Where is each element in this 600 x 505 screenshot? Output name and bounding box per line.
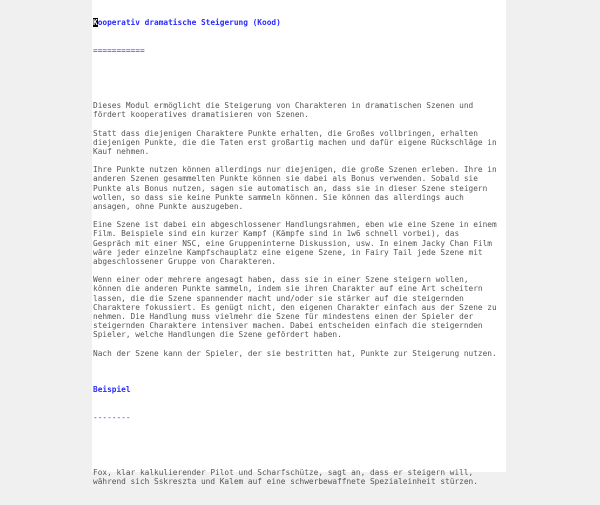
paragraph-line: Nach der Szene kann der Spieler, der sie bestritten hat, Punkte zur Steigerung nutzen. — [93, 348, 497, 358]
section-underline: -------- — [93, 412, 131, 422]
example-line: Fox, klar kalkulierender Pilot und Scharfschütze, sagt an, dass er steigern will, — [93, 468, 474, 478]
paragraph-line: abgeschlossener Gruppe von Charakteren. — [93, 256, 277, 266]
paragraph-line: Gespräch mit einer NSC, eine Gruppeninterne Diskussion, usw. In einem Jacky Chan Film — [93, 238, 493, 248]
paragraph-line: anderen Szenen gesammelten Punkte können sie dabei als Bonus verwenden. Sobald sie — [93, 174, 478, 184]
paragraph-line: lassen, die die Szene spannender macht und/oder sie stärker auf die steigernden — [93, 293, 464, 303]
paragraph-line: Ihre Punkte nutzen können allerdings nur diejenigen, die große Szenen erleben. Ihre in — [93, 165, 497, 175]
section-heading: Beispiel — [93, 385, 131, 395]
paragraph-line: Statt dass diejenigen Charaktere Punkte erhalten, die Großes vollbringen, erhalten — [93, 128, 478, 138]
title-underline: =========== — [93, 45, 145, 55]
paragraph-line: fördert kooperatives dramatisieren von Szenen. — [93, 110, 309, 120]
paragraph-line: wollen, so dass sie keine Punkte sammeln können. Sie können das allerdings auch — [93, 192, 464, 202]
text-editor-content[interactable] — [93, 0, 497, 505]
paragraph-line: Eine Szene ist dabei ein abgeschlossener Handlungsrahmen, eben wie eine Szene in einem — [93, 220, 497, 230]
text-cursor: K — [93, 18, 98, 28]
paragraph-line: Punkte als Bonus nutzen, sagen sie automatisch an, dass sie in dieser Szene steigern — [93, 183, 488, 193]
paragraph-line: Film. Beispiele sind ein kurzer Kampf (Kämpfe sind in 1w6 schnell vorbei), das — [93, 229, 460, 239]
paragraph-line: Kauf nehmen. — [93, 146, 150, 156]
paragraph-line: diejenigen Punkte, die die Taten erst großartig machen und dafür eigene Rückschläge in — [93, 137, 497, 147]
body-paragraphs — [93, 101, 497, 367]
paragraph-line: Charaktere fokussiert. Es genügt nicht, den eigenen Charakter einfach aus der Szene zu — [93, 302, 497, 312]
paragraph-line: nehmen. Die Handlung muss vielmehr die Szene für mindestens einen der Spieler der — [93, 311, 474, 321]
paragraph-line: wäre jeder einzelne Kampfschauplatz eine eigene Szene, in Fairy Tail jede Szene mit — [93, 247, 483, 257]
example-line: während sich Sskreszta und Kalem auf eine schwerbewaffnete Spezialeinheit stürzen. — [93, 477, 478, 487]
paragraph-line: Spieler, welche Handlungen die Szene gefördert haben. — [93, 330, 342, 340]
document-title: Kooperativ dramatische Steigerung (Kood) — [93, 18, 281, 28]
paragraph-line: Dieses Modul ermöglicht die Steigerung von Charakteren in dramatischen Szenen und — [93, 101, 474, 111]
paragraph-line: können die anderen Punkte sammeln, indem sie ihren Charakter auf eine Art scheitern — [93, 284, 483, 294]
example-paragraph — [93, 468, 497, 486]
paragraph-line: steigernden Charaktere intensiver machen. Dabei entscheiden einfach die steigernden — [93, 321, 483, 331]
paragraph-line: ansagen, ohne Punkte auszugeben. — [93, 201, 244, 211]
paragraph-line: Wenn einer oder mehrere angesagt haben, dass sie in einer Szene steigern wollen, — [93, 275, 469, 285]
document-page — [92, 0, 506, 487]
